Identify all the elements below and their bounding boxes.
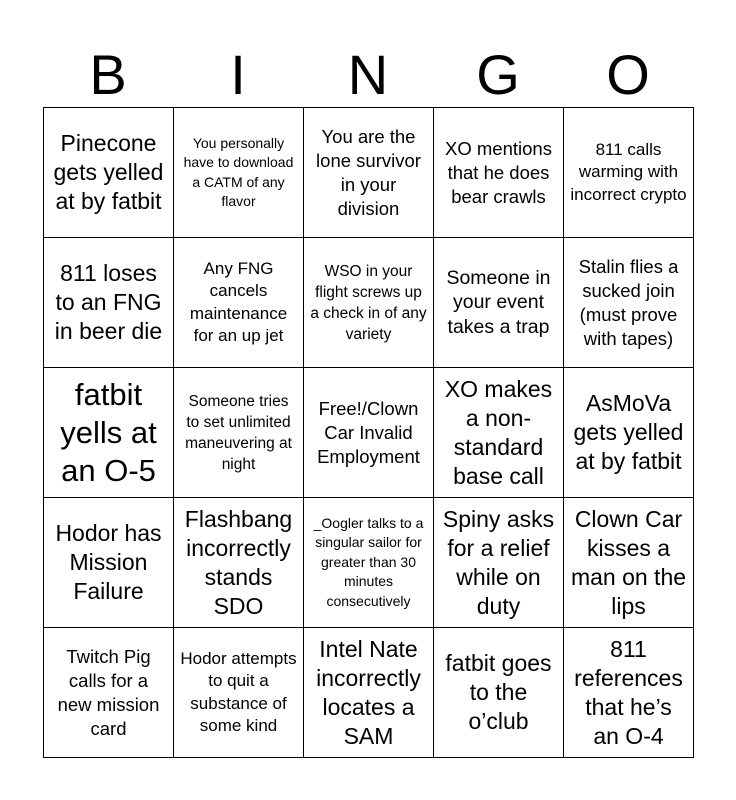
- cell-text: Hodor has Mission Failure: [55, 520, 162, 604]
- bingo-cell[interactable]: [564, 238, 694, 368]
- cell-text: Free!/Clown Car Invalid Employment: [317, 397, 420, 467]
- bingo-cell[interactable]: [304, 628, 434, 758]
- cell-text: 811 loses to an FNG in beer die: [54, 260, 163, 344]
- bingo-board: [43, 107, 694, 758]
- bingo-cell[interactable]: [564, 368, 694, 498]
- cell-text: Pinecone gets yelled at by fatbit: [53, 130, 164, 214]
- cell-text: Spiny asks for a relief while on duty: [442, 505, 555, 619]
- bingo-cell[interactable]: [564, 628, 694, 758]
- bingo-cell[interactable]: [564, 108, 694, 238]
- cell-text: Someone tries to set unlimited maneuvering at night: [185, 392, 292, 473]
- cell-text: You personally have to download a CATM of any flavor: [183, 134, 294, 209]
- cell-text: 811 calls warming with incorrect crypto: [570, 139, 687, 204]
- bingo-cell[interactable]: [44, 108, 174, 238]
- cell-text: Twitch Pig calls for a new mission card: [57, 645, 160, 739]
- header-letter-g: G: [476, 43, 520, 106]
- cell-text: XO makes a non-standard base call: [444, 375, 553, 489]
- cell-text: Any FNG cancels maintenance for an up jet: [189, 258, 288, 345]
- cell-text: Flashbang incorrectly stands SDO: [184, 505, 293, 619]
- bingo-cell[interactable]: [304, 238, 434, 368]
- header-letter-n: N: [347, 43, 389, 106]
- bingo-cell[interactable]: [434, 238, 564, 368]
- bingo-cell[interactable]: [434, 628, 564, 758]
- header-letter-i: I: [230, 43, 246, 106]
- cell-text: Someone in your event takes a trap: [446, 266, 551, 338]
- bingo-cell[interactable]: [564, 498, 694, 628]
- cell-text: WSO in your flight screws up a check in of any variety: [310, 262, 427, 343]
- header-letter-b: B: [89, 43, 127, 106]
- cell-text: fatbit yells at an O-5: [60, 376, 157, 488]
- bingo-cell[interactable]: [44, 238, 174, 368]
- cell-text: _Oogler talks to a singular sailor for greater than 30 minutes consecutively: [313, 514, 424, 609]
- bingo-cell[interactable]: [434, 498, 564, 628]
- bingo-cell[interactable]: [174, 628, 304, 758]
- bingo-cell[interactable]: [304, 498, 434, 628]
- cell-text: fatbit goes to the o’club: [445, 650, 552, 734]
- cell-text: XO mentions that he does bear crawls: [445, 137, 552, 207]
- bingo-cell[interactable]: [434, 108, 564, 238]
- cell-text: Stalin flies a sucked join (must prove with tapes): [578, 255, 679, 349]
- bingo-cell[interactable]: [44, 368, 174, 498]
- cell-text: You are the lone survivor in your division: [316, 125, 421, 219]
- bingo-cell[interactable]: [304, 368, 434, 498]
- cell-text: Intel Nate incorrectly locates a SAM: [316, 635, 421, 749]
- cell-text: Hodor attempts to quit a substance of some kind: [180, 648, 297, 735]
- bingo-cell[interactable]: [434, 368, 564, 498]
- bingo-cell[interactable]: [44, 498, 174, 628]
- bingo-cell[interactable]: [174, 238, 304, 368]
- cell-text: 811 references that he’s an O-4: [574, 635, 683, 749]
- bingo-cell[interactable]: [174, 108, 304, 238]
- cell-text: AsMoVa gets yelled at by fatbit: [573, 390, 684, 474]
- bingo-cell[interactable]: [174, 368, 304, 498]
- cell-text: Clown Car kisses a man on the lips: [570, 505, 687, 619]
- bingo-cell[interactable]: [174, 498, 304, 628]
- bingo-cell[interactable]: [304, 108, 434, 238]
- bingo-cell[interactable]: [44, 628, 174, 758]
- header-letter-o: O: [606, 43, 650, 106]
- bingo-header: [43, 44, 693, 106]
